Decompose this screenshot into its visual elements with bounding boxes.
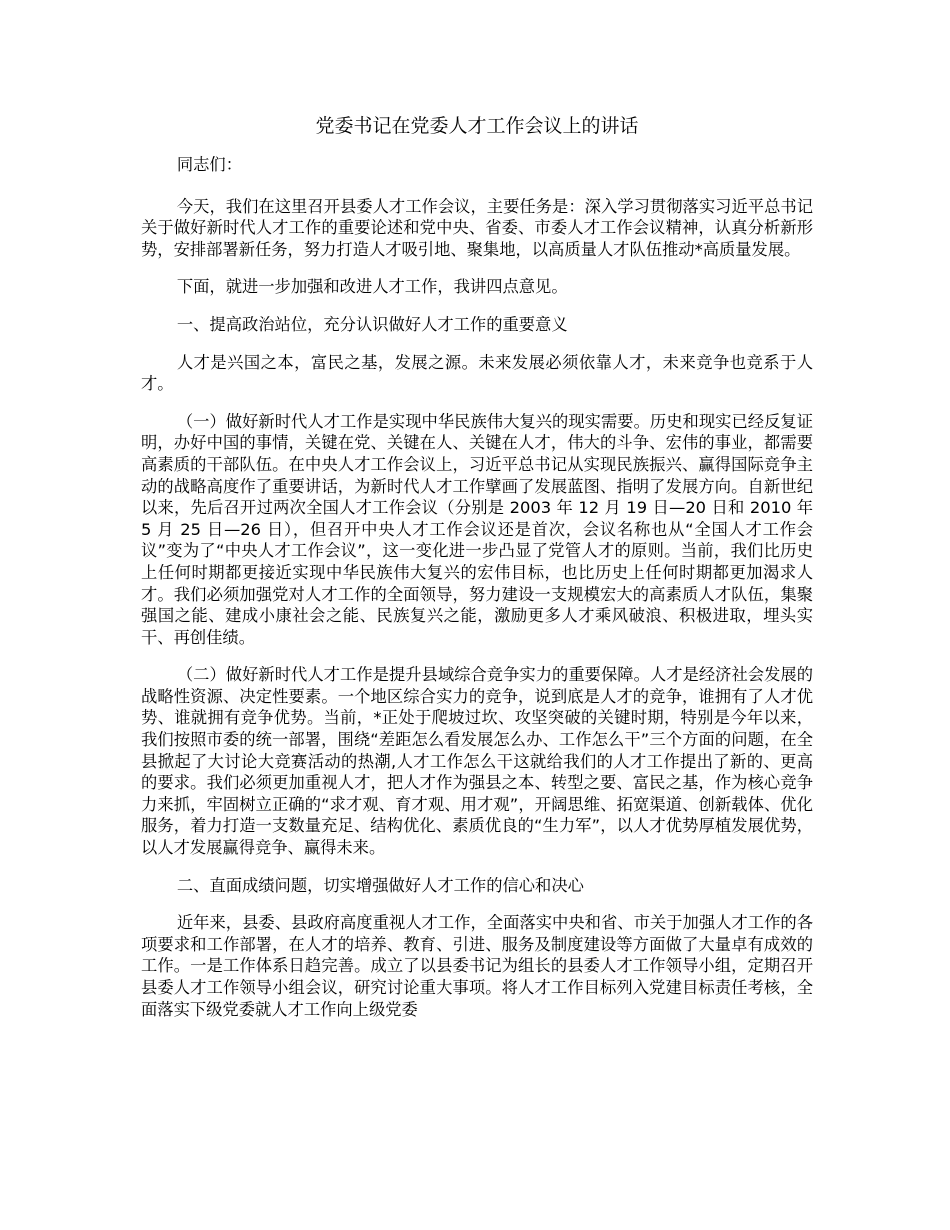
- intro-paragraph: 今天，我们在这里召开县委人才工作会议，主要任务是：深入学习贯彻落实习近平总书记关于做好新时代人才工作的重要论述和党中央、省委、市委人才工作会议精神，认真分析新形势，安排部署新任务，努力打造人才吸引地、聚集地，以高质量人才队伍推动*高质量发展。: [141, 196, 813, 259]
- section-1-point-1: （一）做好新时代人才工作是实现中华民族伟大复兴的现实需要。历史和现实已经反复证明，办好中国的事情，关键在党、关键在人、关键在人才，伟大的斗争、宏伟的事业，都需要高素质的干部队伍。在中央人才工作会议上，习近平总书记从实现民族振兴、赢得国际竞争主动的战略高度作了重要讲话，为新时代人才工作擘画了发展蓝图、指明了发展方向。自新世纪以来，先后召开过两次全国人才工作会议（分别是 2003 年 12 月 19 日—20 日和 2010 年 5 月 25 日—26 日），但召开中央人才工作会议还是首次，会议名称也从“全国人才工作会议”变为了“中央人才工作会议”，这一变化进一步凸显了党管人才的原则。当前，我们比历史上任何时期都更接近实现中华民族伟大复兴的宏伟目标，也比历史上任何时期都更加渴求人才。我们必须加强党对人才工作的全面领导，努力建设一支规模宏大的高素质人才队伍，集聚强国之能、建成小康社会之能、民族复兴之能，激励更多人才乘风破浪、积极进取，埋头实干、再创佳绩。: [141, 411, 813, 647]
- section-heading-1: 一、提高政治站位，充分认识做好人才工作的重要意义: [176, 314, 568, 334]
- transition-paragraph: 下面，就进一步加强和改进人才工作，我讲四点意见。: [176, 277, 568, 297]
- section-1-point-2: （二）做好新时代人才工作是提升县域综合竞争实力的重要保障。人才是经济社会发展的战略性资源、决定性要素。一个地区综合实力的竞争，说到底是人才的竞争，谁拥有了人才优势、谁就拥有竞争优势。当前，*正处于爬坡过坎、攻坚突破的关键时期，特别是今年以来，我们按照市委的统一部署，围绕“差距怎么看发展怎么办、工作怎么干”三个方面的问题，在全县掀起了大讨论大竞赛活动的热潮,人才工作怎么干这就给我们的人才工作提出了新的、更高的要求。我们必须更加重视人才，把人才作为强县之本、转型之要、富民之基，作为核心竞争力来抓，牢固树立正确的“求才观、育才观、用才观”，开阔思维、拓宽渠道、创新载体、优化服务，着力打造一支数量充足、结构优化、素质优良的“生力军”，以人才优势厚植发展优势，以人才发展赢得竞争、赢得未来。: [141, 665, 813, 858]
- section-heading-2: 二、直面成绩问题，切实增强做好人才工作的信心和决心: [176, 875, 584, 895]
- document-title: 党委书记在党委人才工作会议上的讲话: [315, 115, 639, 137]
- section-1-intro: 人才是兴国之本，富民之基，发展之源。未来发展必须依靠人才，未来竞争也竞系于人才。: [141, 352, 813, 394]
- salutation: 同志们：: [176, 155, 242, 174]
- section-2-paragraph: 近年来，县委、县政府高度重视人才工作，全面落实中央和省、市关于加强人才工作的各项要求和工作部署，在人才的培养、教育、引进、服务及制度建设等方面做了大量卓有成效的工作。一是工作体系日趋完善。成立了以县委书记为组长的县委人才工作领导小组，定期召开县委人才工作领导小组会议，研究讨论重大事项。将人才工作目标列入党建目标责任考核，全面落实下级党委就人才工作向上级党委: [141, 913, 813, 1019]
